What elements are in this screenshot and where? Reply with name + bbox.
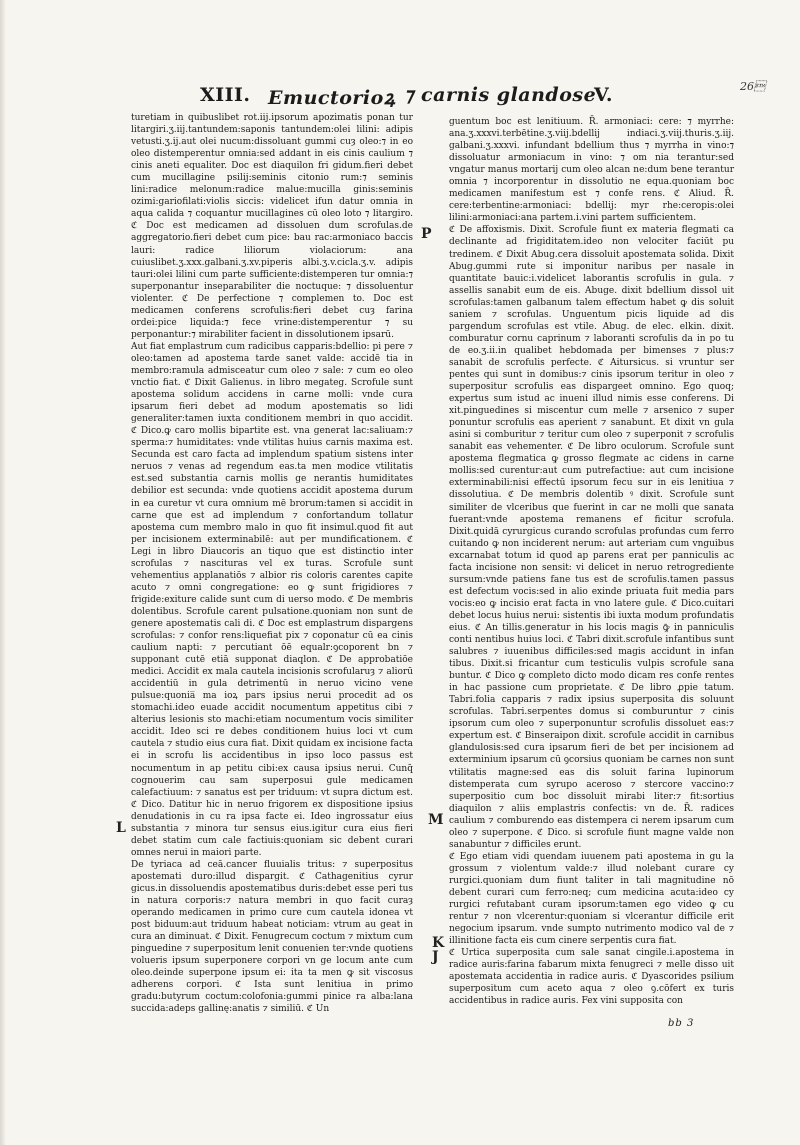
chapter-number: XIII. xyxy=(200,84,251,106)
running-head xyxy=(0,84,800,110)
page-scan-edge xyxy=(0,0,6,1145)
right-paragraph-4: ℭ Urtica superposita cum sale sanat cingile.i.apostema in radice auris:farina fabarum mixta fenugreci ⁊ melle disso uit apostemata accidentia in radice auris. ℭ Dyascorides psilium superpositum cum aceto aqua ⁊ oleo ꝯ.cōfert ex turis accidentibus in radice auris. Fex vini supposita con xyxy=(449,948,734,1007)
running-title-right: ⁊ carnis glandose xyxy=(404,84,597,106)
section-marker-j: J xyxy=(432,949,439,965)
section-marker-p: P xyxy=(421,226,432,242)
left-paragraph-2: Aut fiat emplastrum cum radicibus capparis:bdellio: pi pere ⁊ oleo:tamen ad apostema tarde sanet valde: accidē tia in membro:ramula admisceatur cum oleo ⁊ sale: ⁊ cum eo oleo vnctio fiat. ℭ Dixit Galienus. in libro megateg. Scrofule sunt apostema solidum accidens in carne molli: vnde cura ipsarum fieri debet ad modum apostematis so lidi generaliter:tamen iuxta conditionem membri in quo accidit. ℭ Dico.ꝙ caro mollis bipartite est. vna generat lac:saliuam:⁊ sperma:⁊ humiditates: vnde vtilitas huius carnis maxima est. Secunda est caro facta ad implendum spatium sistens inter neruos ⁊ venas ad regendum eas.ta men modice vtilitatis est.sed substantia carnis mollis ge nerantis humiditates debilior est secunda: vnde quotiens accidit apostema durum in ea curetur vt cura omnium mē brorum:tamen si accidit in carne que est ad implendum ⁊ confortandum tollatur apostema cum membro malo in quo fit insimul.quod fit aut per incisionem exterminabilē: aut per mundificationem. ℭ Legi in libro Diaucoris an tiquo que est distinctio inter scrofulas ⁊ nascituras vel ex turas. Scrofule sunt vehementius applanatiōs ⁊ albior ris coloris carentes capite acuto ⁊ omni congregatione: eo ꝙ sunt frigidiores ⁊ frigide:exiture calide sunt cum di uerso modo. ℭ De membris dolentibus. Scrofule carent pulsatione.quoniam non sunt de genere apostematis cali di. ℭ Doc est emplastrum dispargens scrofulas: ⁊ confor rens:liquefiat pix ⁊ coponatur cū ea cinis caulium napti: ⁊ percutiant ōē equalr:ꝯcoporent bn ⁊ supponant cutē etiā supponat diaqlon. ℭ De approbatiōe medici. Accidit ex mala cautela incisionis scrofularuȝ ⁊ aliorū accidentiū in gula detrimentū in neruo vicino vene pulsue:quonia̅ ma ioꝝ pars ipsius nerui procedit ad os stomachi.ideo euade accidit nocumentum appetitus cibi ⁊ alterius lesionis sto machi:etiam nocumentum vocis similiter accidit. Ideo sci re debes conditionem huius loci vt cum cautela ⁊ studio eius cura fiat. Dixit quidam ex incisione facta ei in scrofu lis accidentibus in ipso loco passus est nocumentum in ap petitu cibi:ex causa ipsius nerui. Cunq̄ cognouerim cau sam superposui gule medicamen calefactiuum: ⁊ sanatus est per triduum: vt supra dictum est. ℭ Dico. Datitur hic in neruo frigorem ex dispositione ipsius denudationis in cu ra ipsa facte ei. Ideo ingrossatur eius substantia ⁊ minora tur sensus eius.igitur cura eius fieri debet statim cum cale factiuis:quoniam sic debent curari omnes nerui in maiori parte. xyxy=(131,341,413,858)
left-paragraph-1: turetiam in quibuslibet rot.iij.ipsorum apozimatis ponan tur litargiri.ʒ.iij.tantundem:saponis tantundem:olei lilini: adipis vetusti.ʒ.ij.aut olei nucum:dissoluant gummi cuȝ oleo:⁊ in eo oleo distemperentur omnia:sed addant in eis cinis caulium ⁊ cinis aneti equaliter. Doc est diaquilon fri gidum.fieri debet cum mucillagine psilij:seminis citonio rum:⁊ seminis lini:radice melonum:radice malue:mucilla ginis:seminis ozimi:gariofilati:violis siccis: videlicet ifun datur omnia in aqua calida ⁊ coquantur mucillagines cū oleo loto ⁊ litargiro. ℭ Doc est medicamen ad dissoluen dum scrofulas.de aggregatorio.fieri debet cum pice: bau rac:armoniaco baccis lauri: radice liliorum violaciorum: ana cuiuslibet.ʒ.xxx.galbani.ʒ.xv.piperis albi.ʒ.v.cicla.ʒ.v. adipis tauri:olei lilini cum parte sufficiente:distemperen tur omnia:⁊ superponantur inseparabiliter die noctuque: ⁊ dissoluentur violenter. ℭ De perfectione ⁊ complemen to. Doc est medicamen conferens scrofulis:fieri debet cuȝ farina ordei:pice liquida:⁊ fece vrine:distemperentur ⁊ su perponantur:⁊ mirabiliter facient in dissolutionem ipsarū. xyxy=(131,113,413,340)
running-folio: V. xyxy=(594,84,614,106)
running-title-left: Emuctorioꝝ xyxy=(268,87,396,109)
section-marker-m: M xyxy=(428,812,444,828)
folio-number: 26 xyxy=(740,80,765,93)
left-text-column xyxy=(131,112,413,1036)
section-marker-l: L xyxy=(116,820,126,836)
right-text-column xyxy=(449,116,734,1034)
right-paragraph-2: ℭ De affoxismis. Dixit. Scrofule fiunt ex materia flegmati ca declinante ad frigiditatem.ideo non velociter faciūt pu tredinem. ℭ Dixit Abug.cera dissoluit apostemata solida. Dixit Abug.gummi rute si imponitur naribus per nasale in quantitate bauic:i.videlicet laborantis scrofulis in gula. ⁊ assellis sanabit eum de eis. Abuge. dixit bdellium dissol uit scrofulas:tamen galbanum talem effectum habet ꝙ dis soluit saniem ⁊ scrofulas. Unguentum picis liquide ad dis pargendum scrofulas est vtile. Abug. de elec. elkin. dixit. comburatur cornu caprinum ⁊ laboranti scrofulis da in po tu de eo.ʒ.ii.in qualibet hebdomada per bimenses ⁊ plus:⁊ sanabit de scrofulis perfecte. ℭ Aitursicus. si vruntur ser pentes qui sunt in domibus:⁊ cinis ipsorum teritur in oleo ⁊ superpositur scrofulis eas dispargeet omnino. Ego quoq; expertus sum istud ac inueni illud nimis esse conferens. Di xit.pinguedines si miscentur cum melle ⁊ arsenico ⁊ super ponuntur scrofulis eas aperient ⁊ sanabunt. Et dixit vn gula asini si comburitur ⁊ teritur cum oleo ⁊ superponit ⁊ scrofulis sanabit eas vehementer. ℭ De libro oculorum. Scrofule sunt apostema flegmatica ꝙ grosso flegmate ac cidens in carne mollis:sed curentur:aut cum putrefactiue: aut cum incisione exterminabili:nisi effectū ipsorum fecu sur in eis lenitiua ⁊ dissolutiua. ℭ De membris dolentib ꝰ dixit. Scrofule sunt similiter de vlceribus que fuerint in car ne molli que sanata fuerant:vnde apostema remanens ef ficitur scrofula. Dixit.quidā cyrurgicus curando scrofulas profundas cum ferro cuitando ꝙ non inciderent nerum: aut arteriam cum vnguibus excarnabat totum id quod ap parens erat per panniculis ac facta incisione non sensit: vi delicet in neruo retrogrediente sursum:vnde patiens fane tus est de scrofulis.tamen passus est defectum vocis:sed in alio exinde priuata fuit media pars vocis:eo ꝙ incisio erat facta in vno latere gule. ℭ Dico.cuitari debet locus huius nerui: sistentis ibi iuxta modum profundatis eius. ℭ An tillis.generatur in his locis magis ꝙ̄ in panniculis conti nentibus huius loci. ℭ Tabri dixit.scrofule infantibus sunt salubres ⁊ iuuenibus difficiles:sed magis accidunt in infan tibus. Dixit.si fricantur cum testiculis vulpis scrofule sana buntur. ℭ Dico ꝙ completo dicto modo dicam res confe rentes in hac passione cum proprietate. ℭ De libro ꝓpie tatum. Tabri.folia capparis ⁊ radix ipsius superposita dis soluunt scrofulas. Tabri.serpentes domus si comburuntur ⁊ cinis ipsorum cum oleo ⁊ superponuntur scrofulis dissoluet eas:⁊ expertum est. ℭ Binseraipon dixit. scrofule accidit in carnibus glandulosis:sed cura ipsarum fieri de bet per incisionem ad exterminium ipsarum cū ꝯcorsius quoniam be carnes non sunt vtilitatis magne:sed eas dis soluit farina lupinorum distemperata cum syrupo aceroso ⁊ stercore vaccino:⁊ superpositio cum boc dissoluit mirabi liter:⁊ fit:sortius diaquilon ⁊ aliis emplastris confectis: vn de. R̄. radices caulium ⁊ comburendo eas distempera ci nerem ipsarum cum oleo ⁊ superpone. ℭ Dico. si scrofule fiunt magne valde non sanabuntur ⁊ difficiles erunt. xyxy=(449,225,734,850)
right-paragraph-3: ℭ Ego etiam vidi quendam iuuenem pati apostema in gu la grossum ⁊ violentum valde:⁊ illud nolebant curare cy rurgici.quoniam dum fiunt taliter in tali magnitudine nō debent curari cum ferro:neq; cum medicina acuta:ideo cy rurgici refutabant curam ipsorum:tamen ego video ꝙ cu rentur ⁊ non vlcerentur:quoniam si vlcerantur difficile erit negocium ipsarum. vnde sumpto nutrimento modico val de ⁊ illinitione facta eis cum cinere serpentis cura fiat. xyxy=(449,851,734,947)
right-paragraph-1: guentum boc est lenitiuum. R̄. armoniaci: cere: ⁊ myrrhe: ana.ʒ.xxxvi.terbētine.ʒ.viij.bdellij indiaci.ʒ.viij.thuris.ʒ.iij. galbani.ʒ.xxxvi. infundant bdellium thus ⁊ myrrha in vino:⁊ dissoluatur armoniacum in vino: ⁊ om nia terantur:sed vngatur manus mortarij cum oleo alcan ne:dum bene terantur omnia ⁊ incorporentur in dissolutio ne equa.quoniam boc medicamen manifestum est ⁊ confe rens. ℭ Aliud. R̄. cere:terbentine:armoniaci: bdellij: myr rhe:ceropis:olei lilini:armoniaci:ana partem.i.vini partem sufficientem. xyxy=(449,117,734,224)
left-paragraph-3: De tyriaca ad ceā.cancer fluuialis tritus: ⁊ superpositus apostemati duro:illud dispargit. ℭ Cathagenitius cyrur gicus.in dissoluendis apostematibus duris:debet esse peri tus in natura corporis:⁊ natura membri in quo facit curaȝ operando medicamen in primo cure cum cautela idonea vt post biduum:aut triduum habeat noticiam: vtrum au geat in cura an diminuat. ℭ Dixit. Fenugrecum coctum ⁊ mixtum cum pinguedine ⁊ superpositum lenit conuenien ter:vnde quotiens volueris ipsum superponere corpori vn ge locum ante cum oleo.deinde superpone ipsum ei: ita ta men ꝙ sit viscosus adherens corpori. ℭ Ista sunt lenitiua in primo gradu:butyrum coctum:colofonia:gummi pinice ra alba:lana succida:adeps gallinę:anatis ⁊ similiū. ℭ Un xyxy=(131,859,413,1015)
signature-mark: bb 3 xyxy=(668,1018,695,1029)
section-marker-k: K xyxy=(432,935,445,951)
